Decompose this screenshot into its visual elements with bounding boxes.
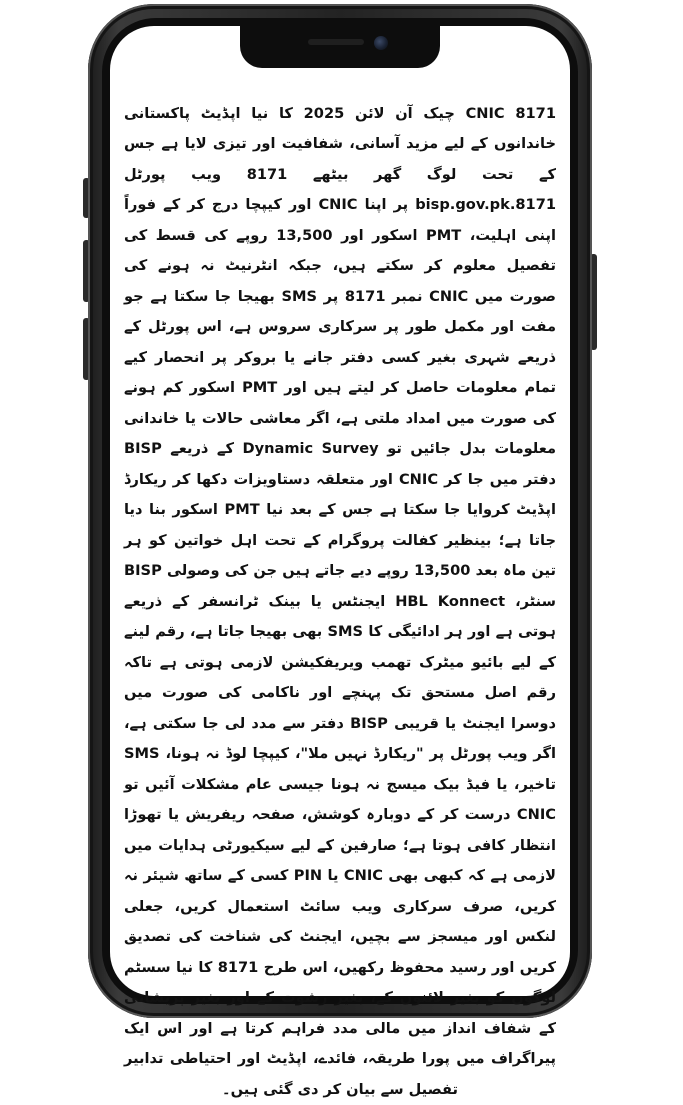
phone-mockup (88, 4, 592, 1098)
phone-screen (110, 26, 570, 1098)
phone-notch (240, 26, 440, 68)
article-paragraph: CNIC 8171 چیک آن لائن 2025 کا نیا اپڈیٹ پاکستانی خاندانوں کے لیے مزید آسانی، شفافیت اور تیزی لایا ہے جس کے تحت لوگ گھر بیٹھے 8171 ویب پورٹل bisp.gov.pk.8171 پر اپنا CNIC اور کیپچا درج کر کے فوراً اپنی اہلیت، PMT اسکور اور 13,500 روپے کی قسط کی تفصیل معلوم کر سکتے ہیں، جبکہ انٹرنیٹ نہ ہونے کی صورت میں CNIC نمبر 8171 پر SMS بھیجا جا سکتا ہے جو مفت اور مکمل طور پر سرکاری سروس ہے، اس پورٹل کے ذریعے شہری بغیر کسی دفتر جانے یا بروکر پر انحصار کیے تمام معلومات حاصل کر لیتے ہیں اور PMT اسکور کم ہونے کی صورت میں امداد ملتی ہے، اگر معاشی حالات یا خاندانی معلومات بدل جائیں تو Dynamic Survey کے ذریعے BISP دفتر میں جا کر CNIC اور متعلقہ دستاویزات دکھا کر ریکارڈ اپڈیٹ کروایا جا سکتا ہے جس کے بعد نیا PMT اسکور بنا دیا جاتا ہے؛ بینظیر کفالت پروگرام کے تحت اہل خواتین کو ہر تین ماہ بعد 13,500 روپے دیے جاتے ہیں جن کی وصولی BISP سنٹر، HBL Konnect ایجنٹس یا بینک ٹرانسفر کے ذریعے ہوتی ہے اور ہر ادائیگی کا SMS بھی بھیجا جاتا ہے، رقم لینے کے لیے بائیو میٹرک تھمب ویریفکیشن لازمی ہوتی ہے تاکہ رقم اصل مستحق تک پہنچے اور ناکامی کی صورت میں دوسرا ایجنٹ یا قریبی BISP دفتر سے مدد لی جا سکتی ہے، اگر ویب پورٹل پر "ریکارڈ نہیں ملا"، کیپچا لوڈ نہ ہونا، SMS تاخیر، یا فیڈ بیک میسج نہ ہونا جیسی عام مشکلات آئیں تو CNIC درست کر کے دوبارہ کوشش، صفحہ ریفریش یا تھوڑا انتظار کافی ہوتا ہے؛ صارفین کے لیے سیکیورٹی ہدایات میں لازمی ہے کہ کبھی بھی CNIC یا PIN کسی کے ساتھ شیئر نہ کریں، صرف سرکاری ویب سائٹ استعمال کریں، جعلی لنکس اور میسجز سے بچیں، ایجنٹ کی شناخت کی تصدیق کریں اور رسید محفوظ رکھیں، اس طرح 8171 کا نیا سسٹم لوگوں کو بغیر لائنوں کے، بغیر رشوت کے اور بغیر پریشانی کے شفاف انداز میں مالی مدد فراہم کرتا ہے اور اس ایک پیراگراف میں پورا طریقہ، فائدے، اپڈیٹ اور احتیاطی تدابیر تفصیل سے بیان کر دی گئی ہیں۔ (124, 104, 557, 1098)
speaker-grille (308, 39, 364, 45)
camera-icon (374, 36, 388, 50)
